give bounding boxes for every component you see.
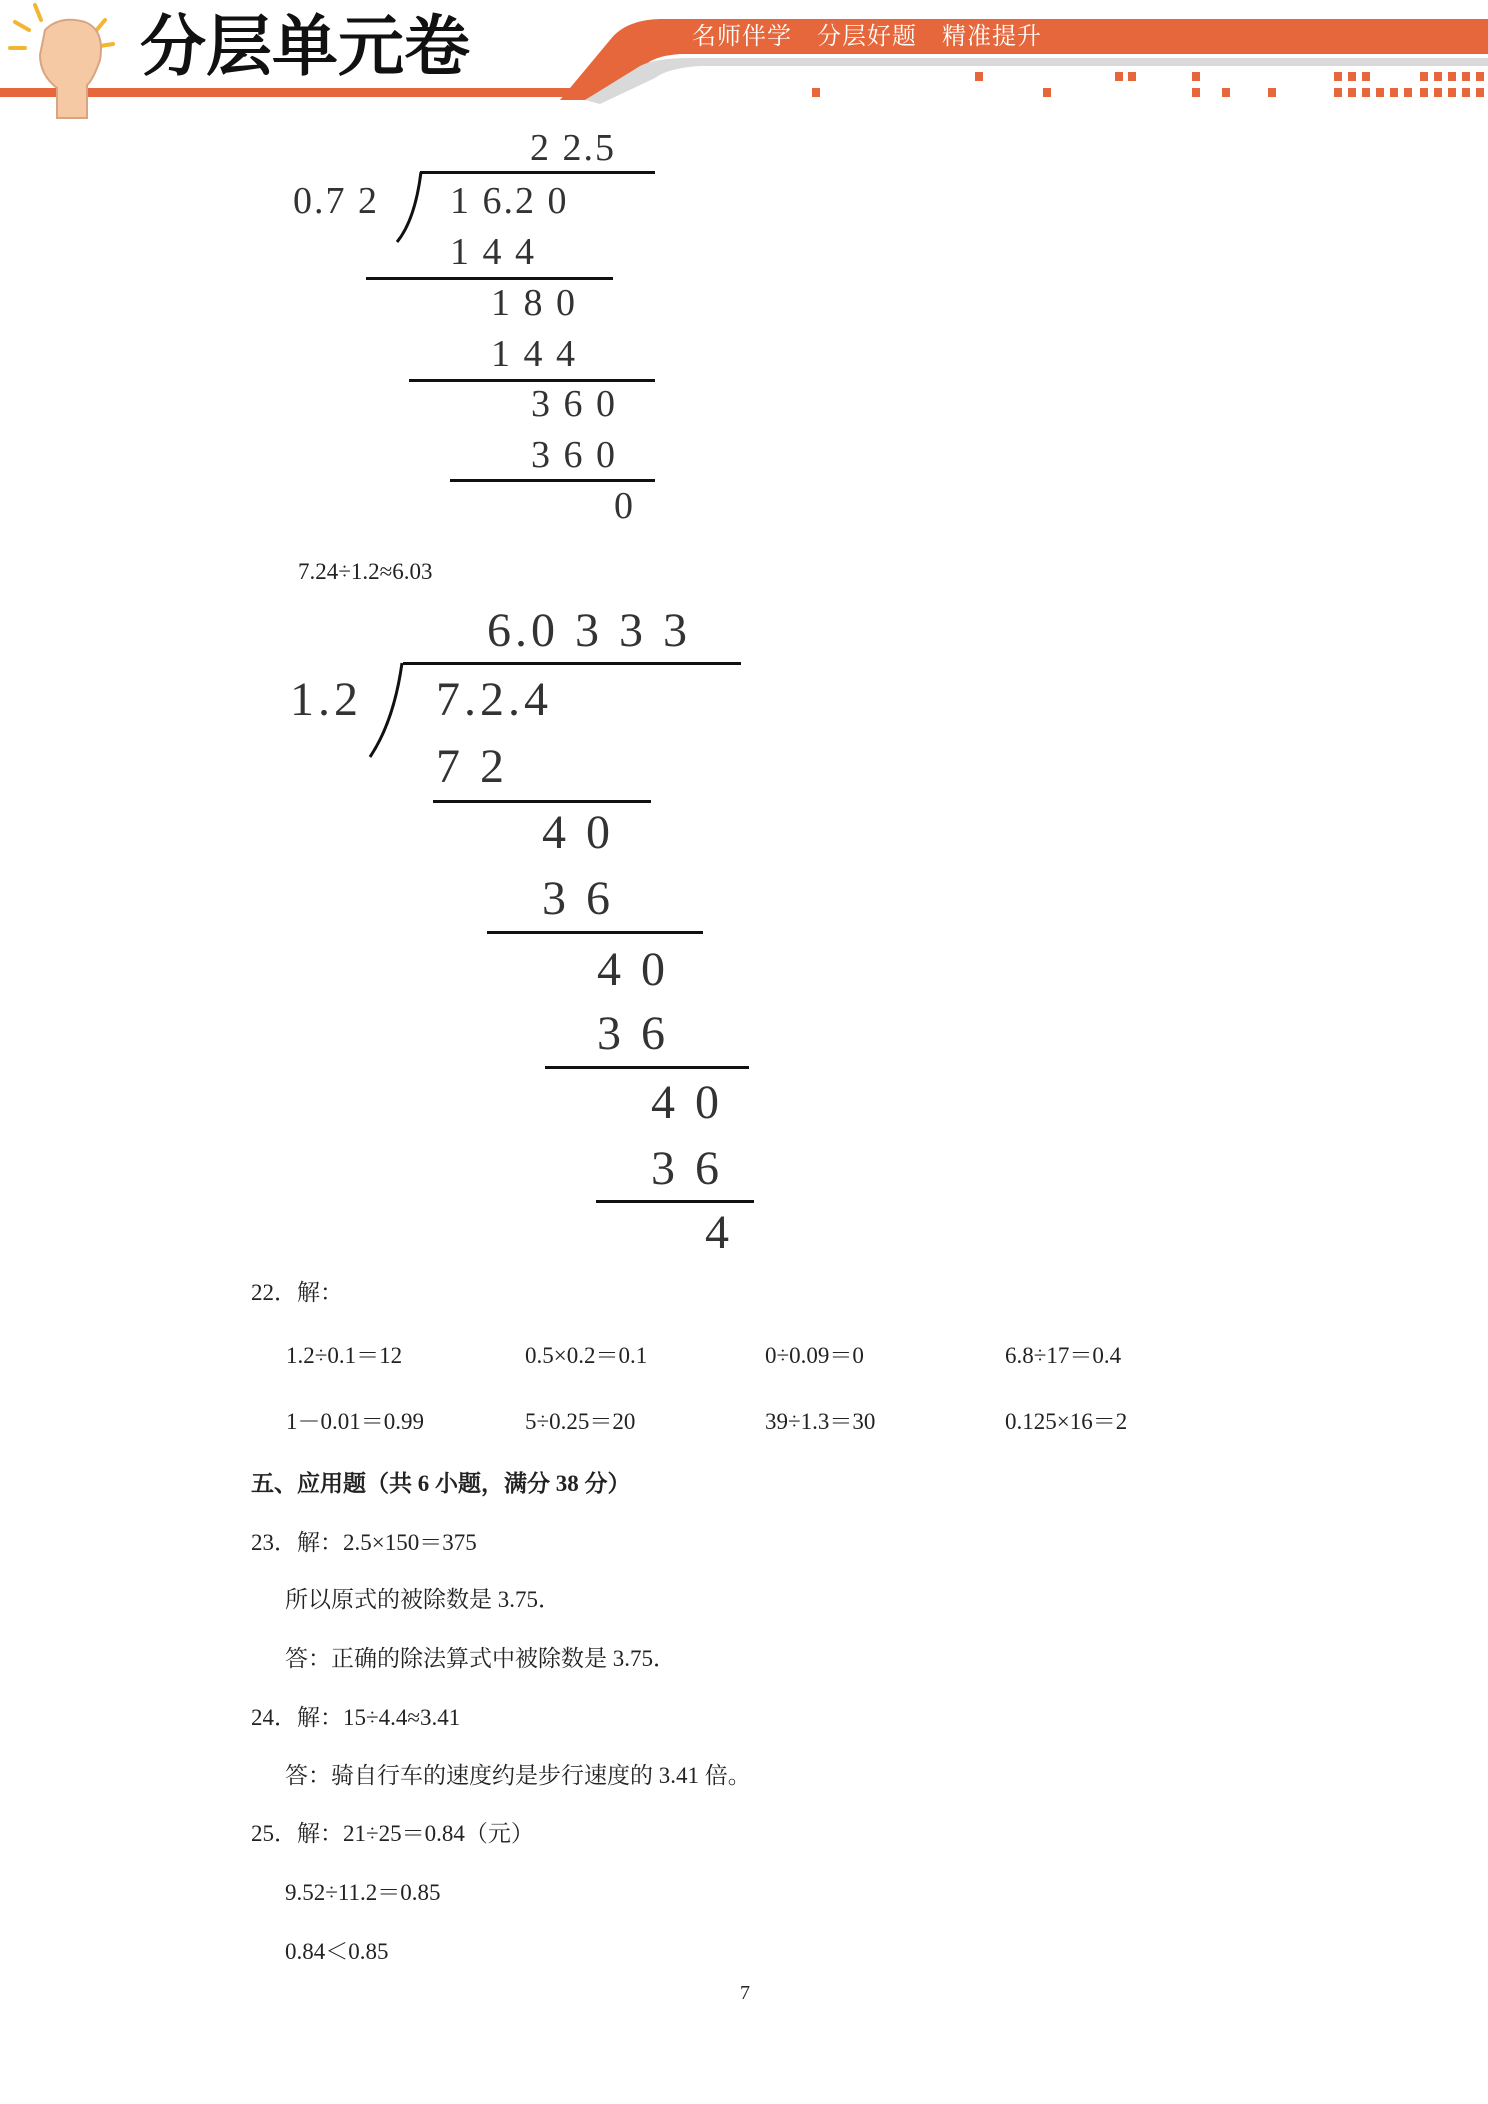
page-header (0, 0, 1488, 120)
q22-item: 1.2÷0.1＝12 (286, 1343, 403, 1368)
division1-step: 3 6 0 (531, 434, 617, 476)
division2-quotient: 6.0 3 3 3 (487, 604, 691, 657)
division2-step: 3 6 (651, 1142, 723, 1195)
division1-line (409, 379, 655, 382)
division1-step: 1 4 4 (491, 333, 577, 375)
division2-bar (403, 662, 741, 665)
q23-line: 23．解：2.5×150＝375 (251, 1530, 477, 1555)
division2-step: 4 0 (597, 943, 669, 996)
q22-item: 1－0.01＝0.99 (286, 1409, 424, 1434)
division2-dividend: 7.2.4 (436, 673, 552, 726)
division2-line (596, 1200, 754, 1203)
q23-answer: 答：正确的除法算式中被除数是 3.75． (285, 1646, 676, 1671)
q22-item: 6.8÷17＝0.4 (1005, 1343, 1122, 1368)
header-slogan: 名师伴学 分层好题 精准提升 (692, 22, 1042, 50)
q22-item: 0÷0.09＝0 (765, 1343, 864, 1368)
division1-step: 1 8 0 (491, 282, 577, 324)
division1-step: 1 4 4 (450, 231, 536, 273)
q25-line: 9.52÷11.2＝0.85 (285, 1880, 441, 1905)
division1-divisor: 0.7 2 (293, 180, 379, 222)
division2-step: 4 (705, 1206, 733, 1259)
division2-bracket (366, 661, 406, 761)
division2-step: 7 2 (436, 740, 508, 793)
division1-step: 0 (614, 485, 635, 527)
section5-heading: 五、应用题（共 6 小题，满分 38 分） (251, 1471, 631, 1496)
division1-bar (420, 171, 655, 174)
q24-answer: 答：骑自行车的速度约是步行速度的 3.41 倍。 (285, 1763, 751, 1788)
division1-dividend: 1 6.2 0 (450, 180, 569, 222)
q23-line: 所以原式的被除数是 3.75． (285, 1587, 561, 1612)
division2-line (433, 800, 651, 803)
q22-item: 0.5×0.2＝0.1 (525, 1343, 648, 1368)
q25-line: 0.84＜0.85 (285, 1939, 389, 1964)
header-title: 分层单元卷 (140, 8, 470, 85)
fist-logo-icon (5, 0, 125, 120)
division2-step: 3 6 (542, 872, 614, 925)
division2-step: 4 0 (542, 806, 614, 859)
page-number: 7 (740, 1982, 750, 2004)
q24-line: 24．解：15÷4.4≈3.41 (251, 1705, 461, 1730)
division2-caption: 7.24÷1.2≈6.03 (298, 559, 433, 584)
division2-line (545, 1066, 749, 1069)
division2-step: 4 0 (651, 1076, 723, 1129)
q25-line: 25．解：21÷25＝0.84（元） (251, 1821, 534, 1846)
division1-line (366, 277, 613, 280)
division1-line (450, 479, 655, 482)
q22-item: 5÷0.25＝20 (525, 1409, 636, 1434)
division2-line (487, 931, 703, 934)
q22-item: 39÷1.3＝30 (765, 1409, 876, 1434)
q22-label: 22．解： (251, 1280, 343, 1305)
division2-step: 3 6 (597, 1007, 669, 1060)
q22-item: 0.125×16＝2 (1005, 1409, 1128, 1434)
division1-step: 3 6 0 (531, 383, 617, 425)
division2-divisor: 1.2 (290, 673, 362, 726)
division1-quotient: 2 2.5 (530, 127, 616, 169)
division1-bracket (395, 170, 425, 250)
